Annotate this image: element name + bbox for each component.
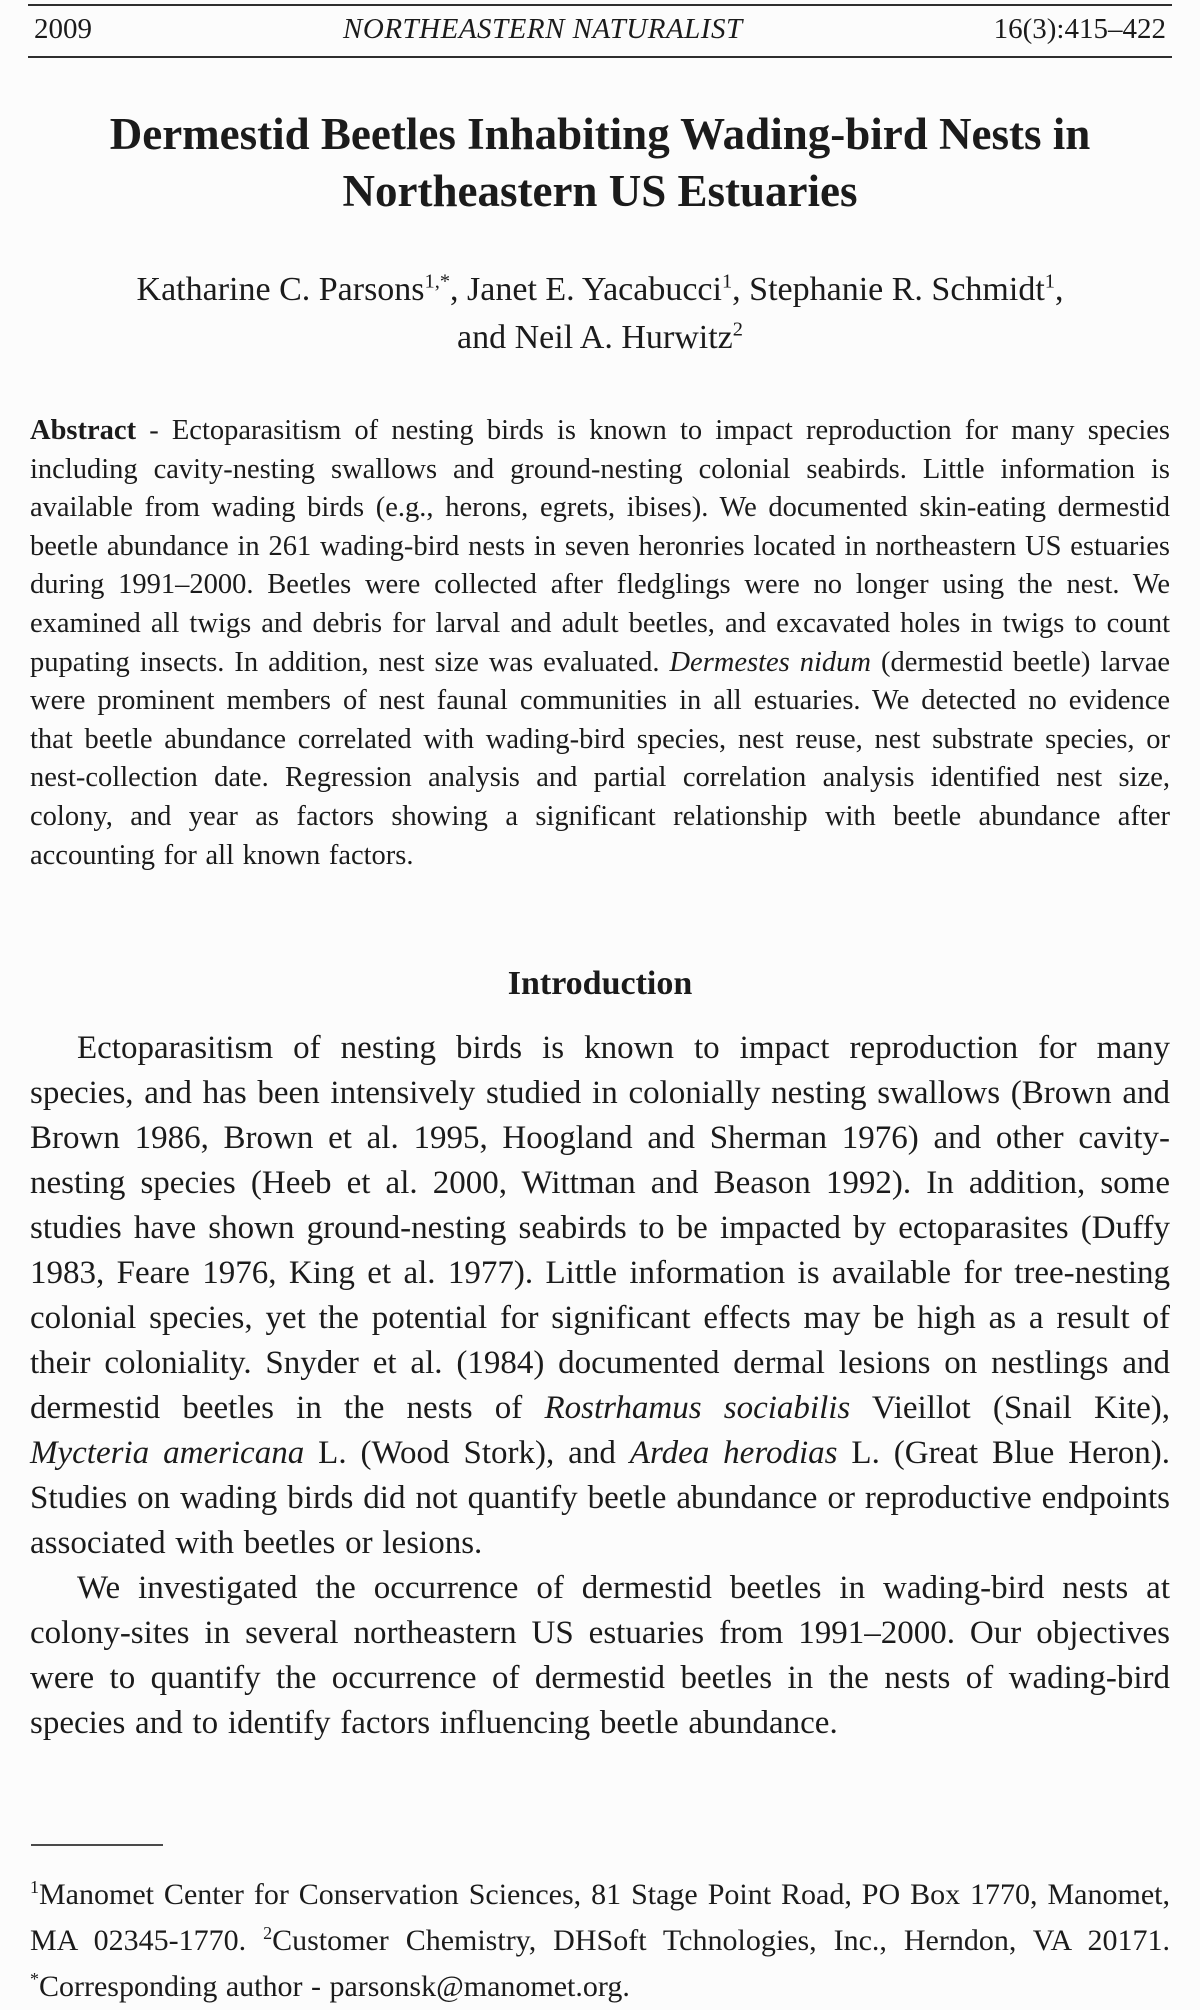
section-heading-introduction: Introduction [507, 965, 693, 1002]
header-rule-bottom [28, 56, 1172, 58]
footnote-text: $^1$Manomet Center for Conservation Sciences, 81 Stage Point Road, PO Box 1770, Manomet, MA 02345-1770. $^2$Customer Chemistry, DHSoft Tchnologies, Inc., Herndon, VA 20171. *Corresponding author - parsonsk@manomet.org. [30, 1877, 1170, 2003]
abstract-paragraph: Abstract - Ectoparasitism of nesting birds is known to impact reproduction for many species including cavity-nesting swallows and ground-nesting colonial seabirds. Little information is available from wading birds (e.g., herons, egrets, ibises). We documented skin-eating dermestid beetle abundance in 261 wading-bird nests in seven heronries located in northeastern US estuaries during 1991–2000. Beetles were collected after fledglings were no longer using the nest. We examined all twigs and debris for larval and adult beetles, and excavated holes in twigs to count pupating insects. In addition, nest size was evaluated. Dermestes nidum (dermestid beetle) larvae were prominent members of nest faunal communities in all estuaries. We detected no evidence that beetle abundance correlated with wading-bird species, nest reuse, nest substrate species, or nest-collection date. Regression analysis and partial correlation analysis identified nest size, colony, and year as factors showing a significant relationship with beetle abundance after accounting for all known factors. [30, 415, 1170, 871]
running-header [34, 8, 1166, 50]
article-title-line-1: Dermestid Beetles Inhabiting Wading-bird Nests in [109, 109, 1091, 159]
header-rule-top [28, 4, 1172, 6]
authors-line-2: and Neil A. Hurwitz$^2$ [457, 318, 743, 356]
authors-line-1: Katharine C. Parsons$^{1,*}$, Janet E. Yacabucci$^1$, Stephanie R. Schmidt$^1$, [136, 270, 1064, 308]
article-title [0, 106, 1200, 220]
header-journal-name: NORTHEASTERN NATURALIST [343, 13, 743, 45]
introduction-paragraph-2: We investigated the occurrence of dermestid beetles in wading-bird nests at colony-sites in several northeastern US estuaries from 1991–2000. Our objectives were to quantify the occurrence of dermestid beetles in the nests of wading-bird species and to identify factors influencing beetle abundance. [30, 1570, 1170, 1741]
header-citation: 16(3):415–422 [993, 13, 1166, 45]
header-year: 2009 [34, 13, 92, 45]
article-title-line-2: Northeastern US Estuaries [342, 166, 858, 216]
author-list [0, 266, 1200, 362]
introduction-body [30, 1026, 1170, 1746]
introduction-paragraph-1: Ectoparasitism of nesting birds is known to impact reproduction for many species, and has been intensively studied in colonially nesting swallows (Brown and Brown 1986, Brown et al. 1995, Hoogland and Sherman 1976) and other cavity-nesting species (Heeb et al. 2000, Wittman and Beason 1992). In addition, some studies have shown ground-nesting seabirds to be impacted by ectoparasites (Duffy 1983, Feare 1976, King et al. 1977). Little information is available for tree-nesting colonial species, yet the potential for significant effects may be high as a result of their coloniality. Snyder et al. (1984) documented dermal lesions on nestlings and dermestid beetles in the nests of Rostrhamus sociabilis Vieillot (Snail Kite), Mycteria americana L. (Wood Stork), and Ardea herodias L. (Great Blue Heron). Studies on wading birds did not quantify beetle abundance or reproductive endpoints associated with beetles or lesions. [30, 1030, 1171, 1561]
footnote-divider [31, 1844, 163, 1846]
